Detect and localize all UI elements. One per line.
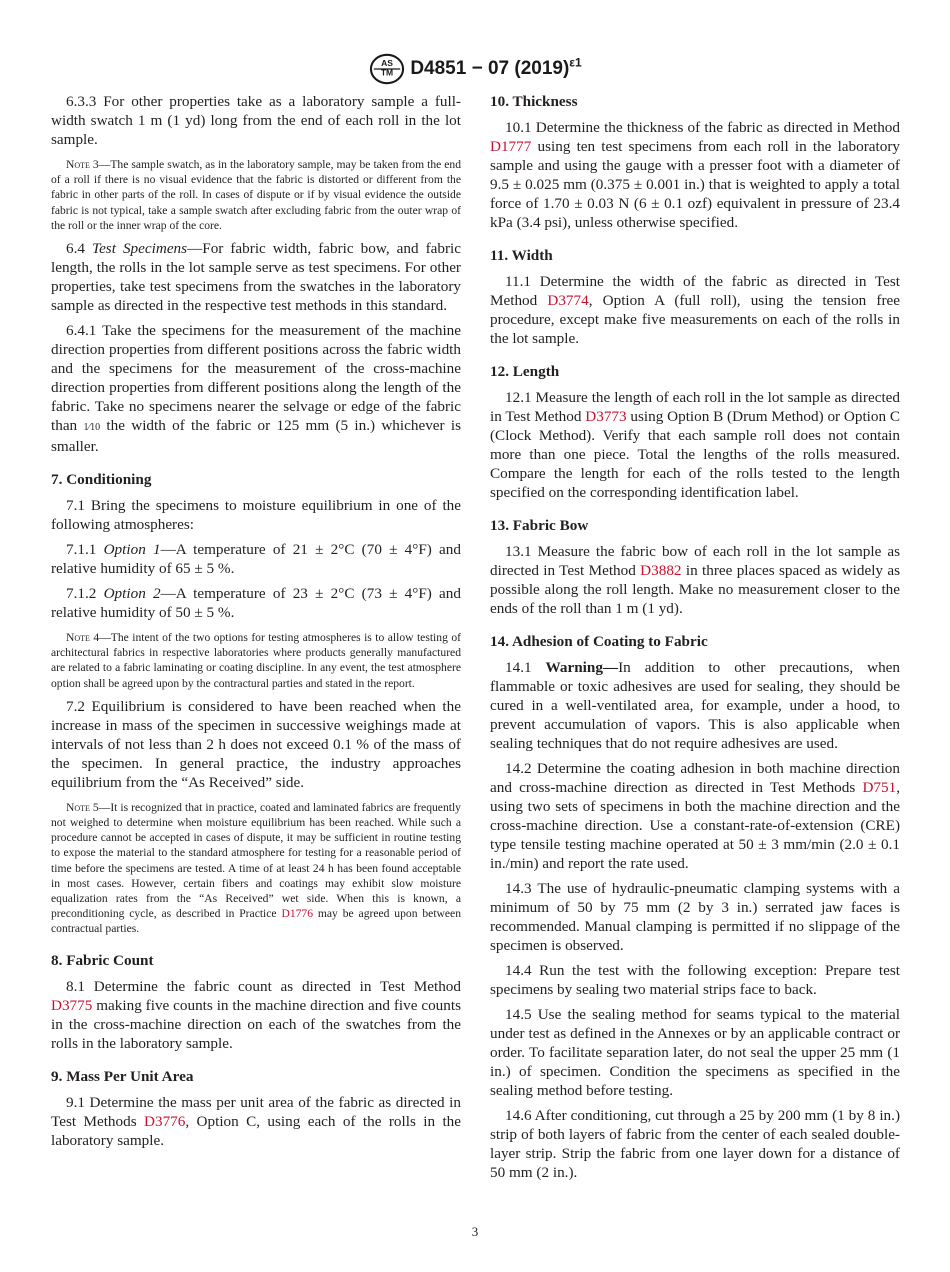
para-10-1: 10.1 Determine the thickness of the fabric as directed in Method D1777 using ten test specimens from each roll in the laboratory sample and using the gauge with a presser foot with a diameter of 9.5 ± 0.025 mm (0.375 ± 0.001 in.) that is weighted to apply a total force of 1.70 ± 0.03 N (6 ± 0.1 ozf) equivalent in pressure of 23.4 kPa (3.4 psi), unless otherwise specified.: [490, 119, 900, 231]
para-14-2: 14.2 Determine the coating adhesion in both machine direction and cross-machine direction as directed in Test Methods D751, using two sets of specimens in both the machine direction and the cross-machine direction. Use a constant-rate-of-extension (CRE) type tensile testing machine operated at 50 ± 3 mm/min (2.0 ± 0.1 in./min) and report the rate used.: [490, 760, 900, 872]
para-7-1: 7.1 Bring the specimens to moisture equilibrium in one of the following atmospheres:: [51, 497, 461, 534]
para-6-4-1: 6.4.1 Take the specimens for the measurement of the machine direction properties from different positions across the fabric width and the specimens for the measurement of the cross-machine direction properties from different positions along the length of the fabric. Take no specimens nearer the selvage or edge of the fabric than 1⁄10 the width of the fabric or 125 mm (5 in.) whichever is smaller.: [51, 322, 461, 456]
page-header: [0, 52, 950, 86]
para-6-3-3: 6.3.3 For other properties take as a laboratory sample a full-width swatch 1 m (1 yd) long from the end of each roll in the lot sample.: [51, 93, 461, 148]
svg-text:TM: TM: [381, 67, 394, 78]
para-12-1: 12.1 Measure the length of each roll in the lot sample as directed in Test Method D3773 using Option B (Drum Method) or Option C (Clock Method). Verify that each sample roll does not contain more than one piece. Total the lengths of the rolls measured. Compare the length for each of the rolls tested to the length specified on the corresponding identification label.: [490, 389, 901, 501]
para-7-2: 7.2 Equilibrium is considered to have been reached when the increase in mass of the specimen in successive weighings made at intervals of not less than 2 h does not exceed 0.1 % of the mass of the specimen. In general practice, the industry approaches equilibrium from the “As Received” side.: [51, 697, 461, 791]
para-7-1-2: 7.1.2 Option 2—A temperature of 23 ± 2°C (73 ± 4°F) and relative humidity of 50 ± 5 %.: [51, 585, 461, 622]
para-13-1: 13.1 Measure the fabric bow of each roll in the lot sample as directed in Test Method D3882 in three places spaced as widely as possible along the roll length. Make no measurement closer to the ends of the roll than 1 m (1 yd).: [490, 543, 901, 617]
section-heading-10: 10. Thickness: [490, 93, 578, 110]
astm-logo: [368, 52, 406, 86]
link-d3776[interactable]: D3776: [144, 1112, 186, 1130]
para-14-1: 14.1 Warning—In addition to other precautions, when flammable or toxic adhesives are used for sealing, they should be cured in a well-ventilated area, for example, under a hood, to prevent accumulation of vapors. This is also applicable when sealing techniques that do not require adhesives are used.: [490, 659, 900, 752]
para-9-1: 9.1 Determine the mass per unit area of the fabric as directed in Test Methods D3776, Option C, using each of the rolls in the laboratory sample.: [51, 1093, 461, 1149]
note-4: Note 4—The intent of the two options for testing atmospheres is to allow testing of architectural fabrics in respective laboratories where products generally manufactured are related to a fabric laminating or coating discipline. In any event, the test atmosphere option shall be agreed upon by the contractural parties and stated in the report.: [51, 631, 461, 690]
note-3: Note 3—The sample swatch, as in the laboratory sample, may be taken from the end of a roll if there is no visual evidence that the fabric is distorted or different from the fabric in other parts of the roll. In cases of dispute or if by visual evidence the outside fabric is not typical, take a sample swatch after excluding fabric from the outer wrap of the roll or the inner wrap of the core.: [51, 158, 461, 232]
section-heading-12: 12. Length: [490, 363, 560, 380]
section-heading-9: 9. Mass Per Unit Area: [51, 1067, 194, 1085]
para-7-1-1: 7.1.1 Option 1—A temperature of 21 ± 2°C (70 ± 4°F) and relative humidity of 65 ± 5 %.: [51, 541, 461, 578]
para-11-1: 11.1 Determine the width of the fabric as directed in Test Method D3774, Option A (full roll), using the tension free procedure, except make five measurements on each of the rolls in the lot sample.: [490, 273, 900, 347]
standard-designation: D4851 − 07 (2019): [410, 58, 570, 79]
link-d1777[interactable]: D1777: [490, 138, 532, 155]
section-heading-13: 13. Fabric Bow: [490, 517, 589, 534]
para-14-5: 14.5 Use the sealing method for seams typical to the material under test as defined in the Annexes or by an applicable contract or order. To facilitate separation later, do not seal the upper 25 mm (1 in.) of specimen. Condition the specimens as specified in the sealing method before testing.: [490, 1006, 900, 1099]
right-column: [490, 92, 900, 1188]
standard-edition-sup: ε1: [569, 55, 582, 70]
para-8-1: 8.1 Determine the fabric count as directed in Test Method D3775 making five counts in the machine direction and five counts in the cross-machine direction on each of the swatches from the rolls in the laboratory sample.: [51, 977, 461, 1052]
link-d3775[interactable]: D3775: [51, 996, 93, 1014]
section-heading-14: 14. Adhesion of Coating to Fabric: [490, 633, 708, 650]
para-6-4: 6.4 Test Specimens—For fabric width, fabric bow, and fabric length, the rolls in the lot sample serve as test specimens. For other properties, take test specimens from the swatches in the laboratory sample as directed in the respective test methods in this standard.: [51, 240, 461, 315]
page-number: 3: [471, 1224, 479, 1239]
section-heading-11: 11. Width: [490, 247, 553, 264]
link-d1776[interactable]: D1776: [281, 907, 314, 921]
para-14-3: 14.3 The use of hydraulic-pneumatic clamping systems with a minimum of 50 by 75 mm (2 by 3 in.) serrated jaw faces is recommended. Manual clamping is permitted if no slippage of the specimen is observed.: [490, 880, 900, 954]
link-d3882[interactable]: D3882: [640, 562, 682, 579]
link-d751[interactable]: D751: [862, 779, 897, 796]
para-14-6: 14.6 After conditioning, cut through a 25 by 200 mm (1 by 8 in.) strip of both layers of fabric from the center of each sealed double-layer strip. Strip the fabric from one layer down for a distance of 50 mm (2 in.).: [490, 1107, 900, 1181]
note-5: Note 5—It is recognized that in practice, coated and laminated fabrics are frequently not weighed to determine when moisture equilibrium has been reached. While such a procedure cannot be accepted in cases of dispute, it may be sufficient in routine testing to expose the material to the standard atmosphere for testing for a reasonable period of time before the specimens are tested. A time of at least 24 h has been found acceptable in most cases. However, certain fibers and coatings may exhibit slow moisture equalization rates from the “As Received” wet side. When this is known, a preconditioning cycle, as described in Practice D1776 may be agreed upon between contractual parties.: [51, 800, 461, 936]
link-d3773[interactable]: D3773: [585, 408, 627, 425]
section-heading-8: 8. Fabric Count: [51, 951, 154, 969]
section-heading-7: 7. Conditioning: [51, 471, 152, 489]
para-14-4: 14.4 Run the test with the following exception: Prepare test specimens by sealing two material strips face to back.: [490, 962, 900, 998]
left-column: [51, 92, 461, 1156]
link-d3774[interactable]: D3774: [547, 292, 589, 309]
svg-text:AS: AS: [381, 58, 394, 69]
